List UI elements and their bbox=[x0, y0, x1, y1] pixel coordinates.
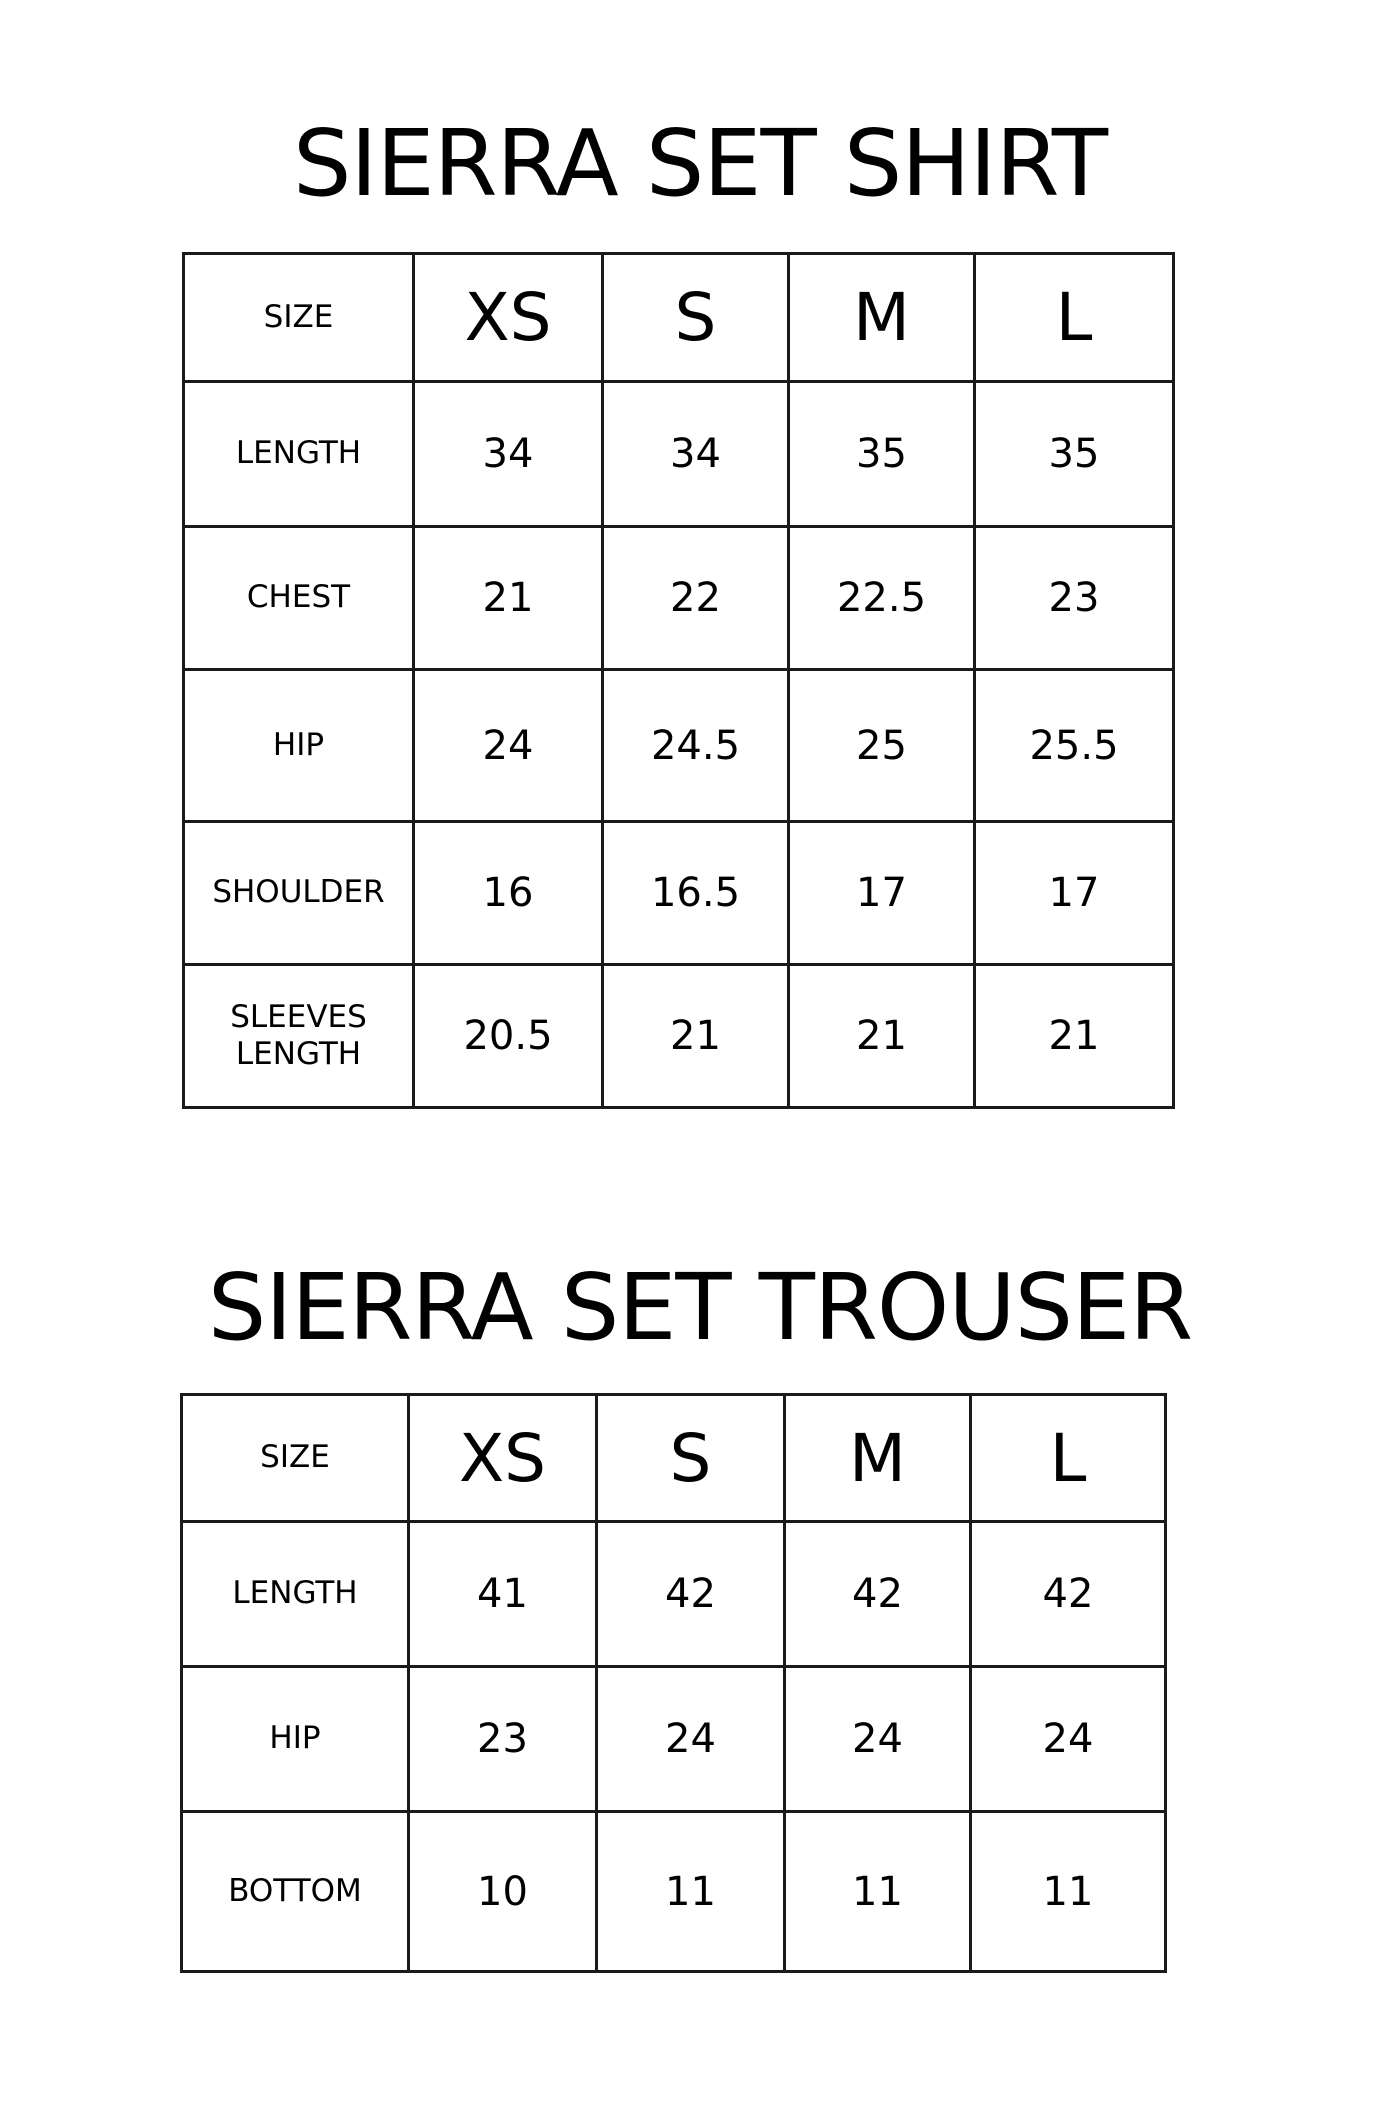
table-row bbox=[182, 1522, 1166, 1667]
value-cell: 35 bbox=[975, 382, 1174, 527]
value-cell: 21 bbox=[975, 965, 1174, 1108]
table-row bbox=[184, 965, 1174, 1108]
value-cell: 21 bbox=[603, 965, 789, 1108]
value-cell: 21 bbox=[414, 527, 603, 670]
value-cell: 20.5 bbox=[414, 965, 603, 1108]
value-cell: 41 bbox=[409, 1522, 597, 1667]
value-cell: 25.5 bbox=[975, 670, 1174, 822]
trouser-size-table bbox=[180, 1393, 1167, 1973]
table-row bbox=[184, 670, 1174, 822]
value-cell: 16 bbox=[414, 822, 603, 965]
table-row bbox=[184, 527, 1174, 670]
value-cell: 17 bbox=[975, 822, 1174, 965]
value-cell: 17 bbox=[789, 822, 975, 965]
value-cell: 24 bbox=[597, 1667, 785, 1812]
size-header-s: S bbox=[603, 254, 789, 382]
size-header-l: L bbox=[971, 1395, 1166, 1522]
size-header-m: M bbox=[789, 254, 975, 382]
shirt-size-table bbox=[182, 252, 1175, 1109]
value-cell: 24 bbox=[971, 1667, 1166, 1812]
value-cell: 11 bbox=[597, 1812, 785, 1972]
value-cell: 11 bbox=[971, 1812, 1166, 1972]
value-cell: 25 bbox=[789, 670, 975, 822]
value-cell: 34 bbox=[414, 382, 603, 527]
table-row bbox=[182, 1667, 1166, 1812]
row-label: SHOULDER bbox=[184, 822, 414, 965]
table-header-row bbox=[184, 254, 1174, 382]
value-cell: 42 bbox=[971, 1522, 1166, 1667]
row-label bbox=[184, 965, 414, 1108]
row-label: LENGTH bbox=[182, 1522, 409, 1667]
row-label: CHEST bbox=[184, 527, 414, 670]
size-header-l: L bbox=[975, 254, 1174, 382]
row-label: HIP bbox=[184, 670, 414, 822]
row-label: HIP bbox=[182, 1667, 409, 1812]
table-header-row bbox=[182, 1395, 1166, 1522]
row-label: BOTTOM bbox=[182, 1812, 409, 1972]
value-cell: 34 bbox=[603, 382, 789, 527]
value-cell: 42 bbox=[597, 1522, 785, 1667]
size-header-m: M bbox=[785, 1395, 971, 1522]
value-cell: 23 bbox=[975, 527, 1174, 670]
row-label: LENGTH bbox=[184, 382, 414, 527]
table-row bbox=[184, 822, 1174, 965]
table-row bbox=[184, 382, 1174, 527]
size-header-s: S bbox=[597, 1395, 785, 1522]
value-cell: 10 bbox=[409, 1812, 597, 1972]
value-cell: 21 bbox=[789, 965, 975, 1108]
value-cell: 24 bbox=[785, 1667, 971, 1812]
size-header-xs: XS bbox=[409, 1395, 597, 1522]
value-cell: 22 bbox=[603, 527, 789, 670]
value-cell: 24 bbox=[414, 670, 603, 822]
size-header-xs: XS bbox=[414, 254, 603, 382]
shirt-chart-title: SIERRA SET SHIRT bbox=[292, 110, 1108, 217]
value-cell: 35 bbox=[789, 382, 975, 527]
row-label-line: SLEEVES bbox=[230, 998, 367, 1035]
value-cell: 24.5 bbox=[603, 670, 789, 822]
value-cell: 11 bbox=[785, 1812, 971, 1972]
value-cell: 22.5 bbox=[789, 527, 975, 670]
size-header-label: SIZE bbox=[184, 254, 414, 382]
value-cell: 42 bbox=[785, 1522, 971, 1667]
table-row bbox=[182, 1812, 1166, 1972]
row-label-line: LENGTH bbox=[235, 1036, 362, 1072]
value-cell: 16.5 bbox=[603, 822, 789, 965]
trouser-chart-title: SIERRA SET TROUSER bbox=[207, 1254, 1193, 1361]
size-header-label: SIZE bbox=[182, 1395, 409, 1522]
value-cell: 23 bbox=[409, 1667, 597, 1812]
